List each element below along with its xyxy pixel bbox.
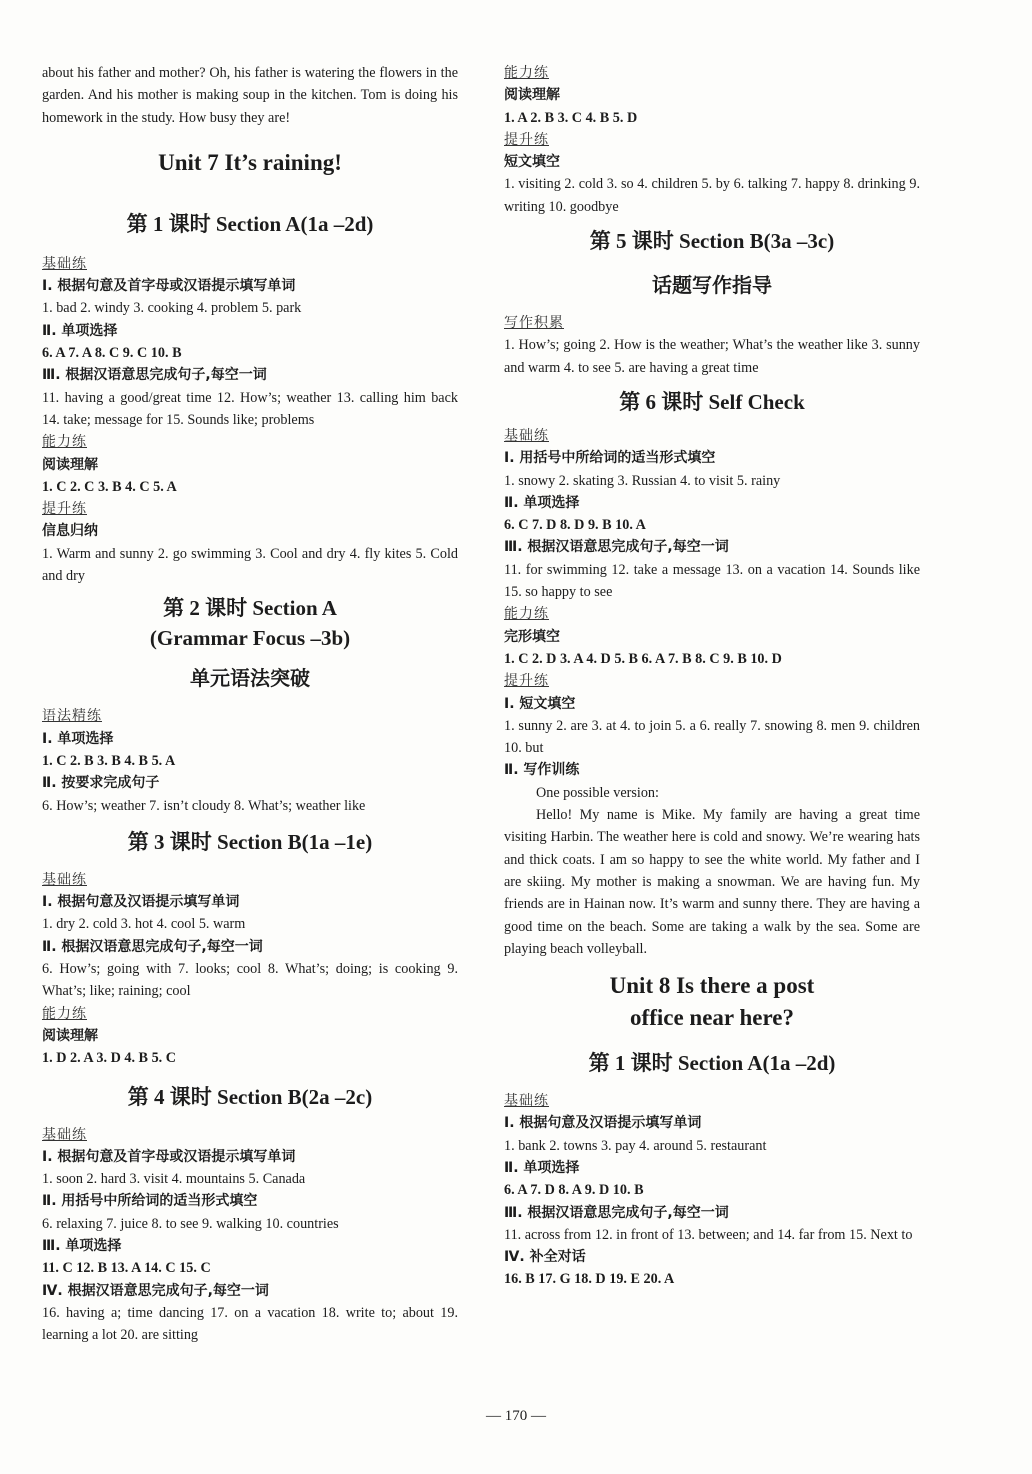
section-heading: Ⅰ. 根据句意及首字母或汉语提示填写单词	[42, 278, 296, 295]
lesson6-body	[504, 425, 920, 960]
page-number: — 170 —	[486, 1408, 546, 1424]
section-heading: Ⅰ. 根据句意及汉语提示填写单词	[504, 1115, 702, 1132]
lesson5-body	[504, 312, 920, 379]
answer-line: 6. How’s; going with 7. looks; cool 8. What’s; doing; is cooking 9. What’s; like; raining; cool	[42, 961, 458, 1000]
answer-line: 6. C 7. D 8. D 9. B 10. A	[504, 517, 646, 534]
category-label: 能力练	[42, 1005, 87, 1022]
unit7-title: Unit 7 It’s raining!	[158, 149, 342, 175]
category-label: 语法精练	[42, 708, 102, 725]
lesson1-body	[42, 253, 458, 587]
section-heading: 信息归纳	[42, 523, 98, 540]
section-heading: 完形填空	[504, 628, 560, 645]
answer-line: 16. B 17. G 18. D 19. E 20. A	[504, 1271, 675, 1288]
answer-line: 1. sunny 2. are 3. at 4. to join 5. a 6. really 7. snowing 8. men 9. children 10. but	[504, 717, 920, 757]
answer-line: 1. bad 2. windy 3. cooking 4. problem 5. park	[42, 300, 302, 317]
category-label: 提升练	[504, 131, 549, 148]
section-heading: Ⅱ. 单项选择	[504, 494, 580, 511]
answer-line: 16. having a; time dancing 17. on a vacation 18. write to; about 19. learning a lot 20. are sitting	[42, 1304, 458, 1344]
section-heading: 阅读理解	[504, 87, 560, 104]
answer-line: 11. having a good/great time 12. How’s; weather 13. calling him back 14. take; message for 15. Sounds like; problems	[42, 389, 458, 428]
unit8-lesson1-body	[504, 1090, 920, 1291]
lesson1-title: 第 1 课时 Section A(1a –2d)	[126, 211, 374, 236]
answer-line: 1. C 2. B 3. B 4. B 5. A	[42, 752, 176, 769]
section-heading: Ⅰ. 单项选择	[42, 730, 114, 747]
section-heading: Ⅱ. 写作训练	[504, 762, 580, 779]
section-heading: Ⅱ. 单项选择	[504, 1159, 580, 1176]
section-heading: Ⅲ. 根据汉语意思完成句子,每空一词	[504, 1204, 729, 1221]
category-label: 基础练	[42, 255, 87, 272]
sample-essay: Hello! My name is Mike. My family are having a great time visiting Harbin. The weather here is cold and snowy. We’re wearing hats and thick coats. I am so happy to see the white world. My father and I are skiing. My mother is making a snowman. We are having fun. My friends are in Hainan now. It’s warm and sunny there. They are having a good time on the beach. Some are taking a walk by the sea. Some are playing beach volleyball.	[504, 807, 920, 957]
section-heading: Ⅱ. 根据汉语意思完成句子,每空一词	[42, 938, 263, 955]
answer-line: 1. C 2. C 3. B 4. C 5. A	[42, 478, 177, 495]
section-heading: Ⅳ. 根据汉语意思完成句子,每空一词	[42, 1282, 269, 1299]
answer-line: 6. A 7. D 8. A 9. D 10. B	[504, 1182, 644, 1199]
answer-line: 1. A 2. B 3. C 4. B 5. D	[504, 109, 638, 126]
lesson3-body	[42, 869, 458, 1070]
section-heading: Ⅱ. 用括号中所给词的适当形式填空	[42, 1193, 258, 1210]
category-label: 基础练	[42, 871, 87, 888]
lesson3-title: 第 3 课时 Section B(1a –1e)	[127, 829, 373, 854]
answer-line: 1. How’s; going 2. How is the weather; What’s the weather like 3. sunny and warm 4. to see 5. are having a great time	[504, 337, 920, 376]
version-label: One possible version:	[536, 784, 659, 801]
lesson2-subtitle: (Grammar Focus –3b)	[149, 626, 351, 651]
section-heading: 阅读理解	[42, 1027, 98, 1044]
lesson2-title: 第 2 课时 Section A	[163, 596, 337, 621]
lesson4-body	[42, 1124, 458, 1347]
category-label: 能力练	[504, 606, 549, 623]
right-column	[504, 62, 920, 1291]
category-label: 提升练	[42, 501, 87, 518]
category-label: 基础练	[42, 1126, 87, 1143]
lesson6-title: 第 6 课时 Self Check	[619, 389, 805, 414]
category-label: 能力练	[504, 65, 549, 81]
lesson5-title: 第 5 课时 Section B(3a –3c)	[589, 229, 835, 254]
grammar-topic-title: 单元语法突破	[190, 666, 310, 691]
answer-line: 1. bank 2. towns 3. pay 4. around 5. restaurant	[504, 1137, 767, 1154]
intro-paragraph: about his father and mother? Oh, his father is watering the flowers in the garden. And his mother is making soup in the kitchen. Tom is doing his homework in the study. How busy they are!	[42, 65, 458, 126]
answer-line: 1. dry 2. cold 3. hot 4. cool 5. warm	[42, 916, 246, 933]
section-heading: Ⅳ. 补全对话	[504, 1249, 586, 1266]
left-column	[42, 62, 458, 1346]
answer-line: 1. snowy 2. skating 3. Russian 4. to visit 5. rainy	[504, 472, 781, 489]
section-heading: Ⅰ. 根据句意及汉语提示填写单词	[42, 894, 240, 911]
section-heading: Ⅱ. 单项选择	[42, 322, 118, 339]
unit8-title-line2: office near here?	[630, 1005, 794, 1031]
writing-topic-title: 话题写作指导	[652, 273, 772, 298]
section-heading: 阅读理解	[42, 456, 98, 473]
section-heading: Ⅱ. 按要求完成句子	[42, 775, 160, 792]
answer-line: 6. A 7. A 8. C 9. C 10. B	[42, 345, 182, 362]
answer-line: 1. Warm and sunny 2. go swimming 3. Cool and dry 4. fly kites 5. Cold and dry	[42, 545, 458, 585]
lesson4-title: 第 4 课时 Section B(2a –2c)	[127, 1084, 373, 1109]
section-heading: Ⅲ. 单项选择	[42, 1237, 122, 1254]
answer-line: 6. relaxing 7. juice 8. to see 9. walking 10. countries	[42, 1215, 339, 1232]
answer-line: 11. across from 12. in front of 13. between; and 14. far from 15. Next to	[504, 1226, 913, 1243]
answer-line: 1. soon 2. hard 3. visit 4. mountains 5. Canada	[42, 1171, 306, 1188]
category-label: 基础练	[504, 1093, 549, 1110]
section-heading: Ⅰ. 根据句意及首字母或汉语提示填写单词	[42, 1148, 296, 1165]
lesson2-body	[42, 705, 458, 816]
unit8-title: Unit 8 Is there a post	[609, 973, 815, 999]
answer-line: 1. D 2. A 3. D 4. B 5. C	[42, 1050, 177, 1067]
category-label: 提升练	[504, 673, 549, 690]
section-heading: Ⅰ. 短文填空	[504, 695, 576, 712]
category-label: 写作积累	[504, 315, 564, 332]
answer-line: 6. How’s; weather 7. isn’t cloudy 8. What’s; weather like	[42, 797, 366, 814]
top-block	[504, 62, 920, 218]
answer-line: 11. C 12. B 13. A 14. C 15. C	[42, 1260, 211, 1277]
section-heading: Ⅰ. 用括号中所给词的适当形式填空	[504, 450, 716, 467]
answer-line: 11. for swimming 12. take a message 13. on a vacation 14. Sounds like 15. so happy to see	[504, 561, 920, 601]
unit8-lesson1-title: 第 1 课时 Section A(1a –2d)	[588, 1051, 836, 1076]
answer-line: 1. C 2. D 3. A 4. D 5. B 6. A 7. B 8. C 9. B 10. D	[504, 650, 782, 667]
section-heading: Ⅲ. 根据汉语意思完成句子,每空一词	[504, 539, 729, 556]
section-heading: Ⅲ. 根据汉语意思完成句子,每空一词	[42, 367, 267, 384]
category-label: 基础练	[504, 427, 549, 444]
section-heading: 短文填空	[504, 154, 560, 171]
answer-line: 1. visiting 2. cold 3. so 4. children 5. by 6. talking 7. happy 8. drinking 9. writing 10. goodbye	[504, 176, 920, 215]
category-label: 能力练	[42, 434, 87, 451]
